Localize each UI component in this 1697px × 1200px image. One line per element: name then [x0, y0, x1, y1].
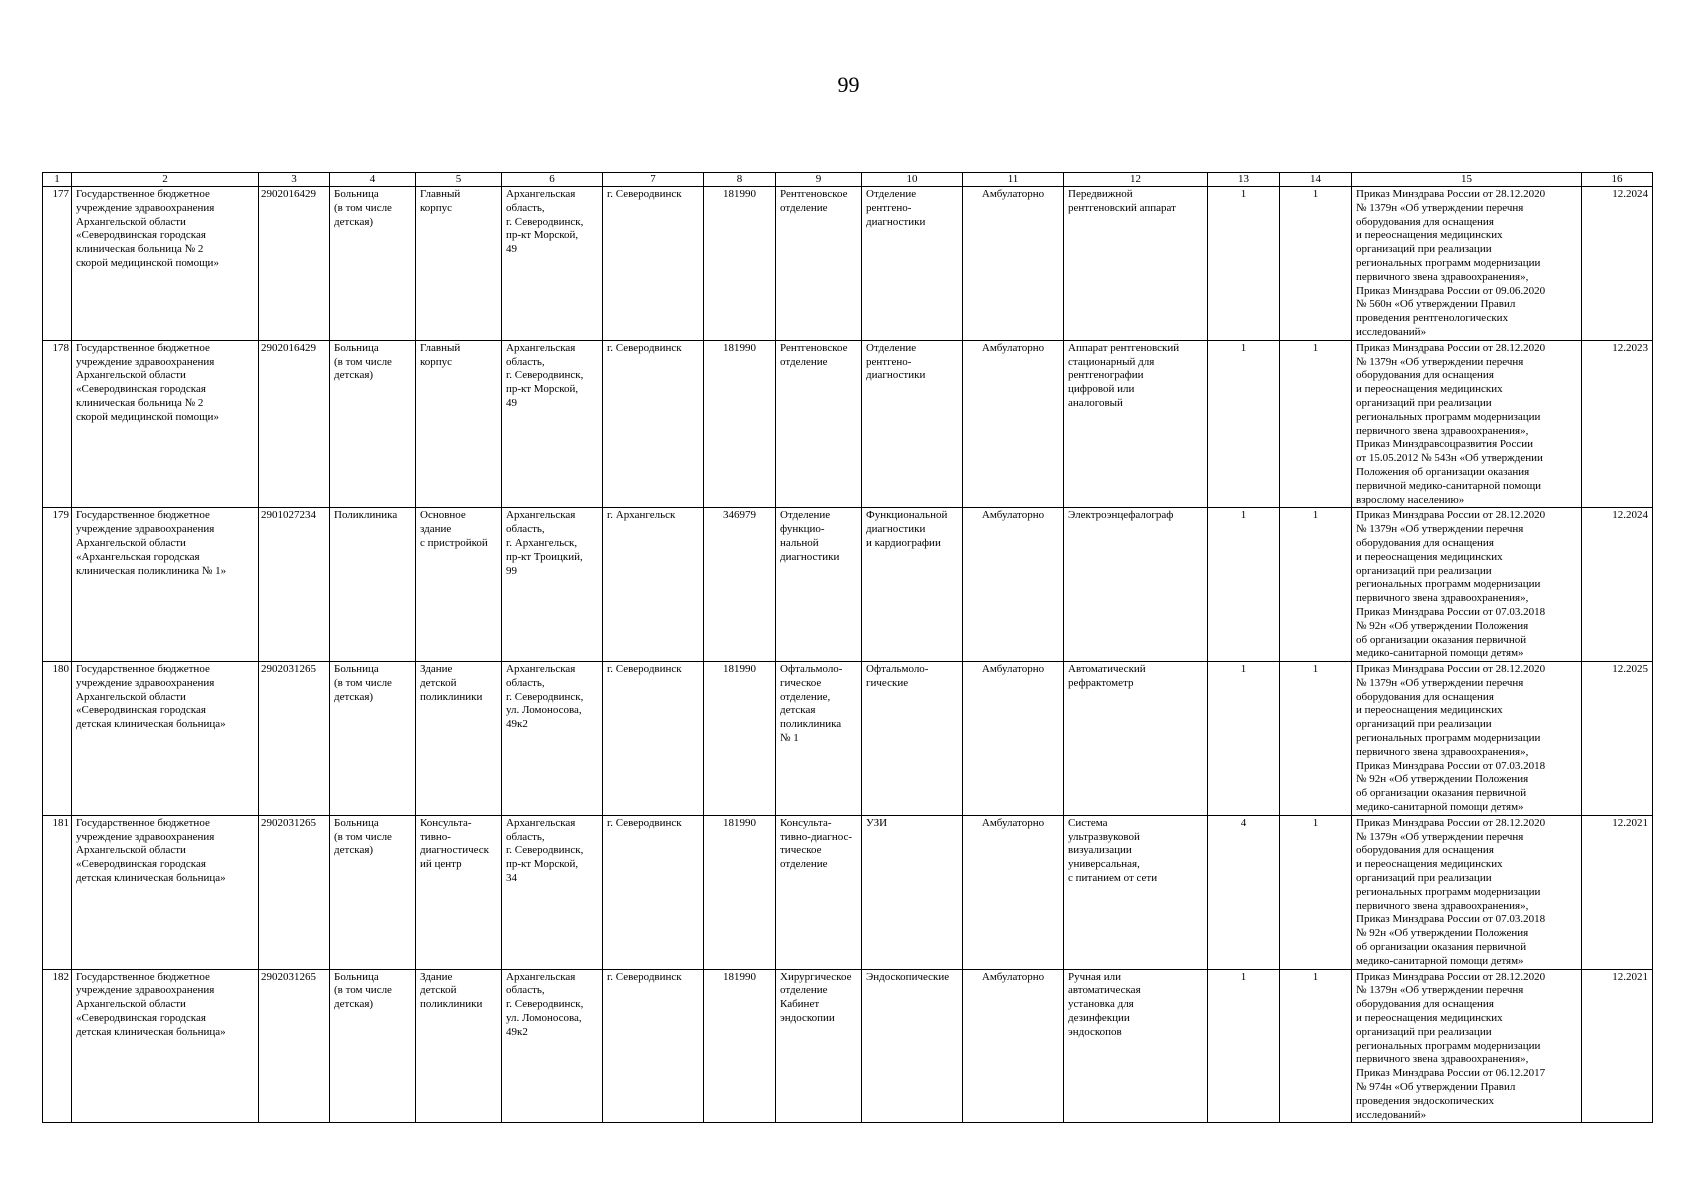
postal-index: 181990: [704, 187, 776, 341]
city: г. Северодвинск: [603, 815, 704, 969]
row-number: 180: [43, 662, 72, 816]
table-row: [43, 187, 1653, 341]
quantity: 1: [1280, 340, 1352, 508]
organization-name: Государственное бюджетное учреждение здравоохранения Архангельской области «Северодвинская городская клиническая больница № 2 скорой медицинской помощи»: [72, 340, 259, 508]
quantity: 1: [1280, 662, 1352, 816]
building: Здание детской поликлиники: [416, 969, 502, 1123]
facility-type: Поликлиника: [330, 508, 416, 662]
unit: Отделение рентгено- диагностики: [862, 187, 963, 341]
postal-index: 181990: [704, 815, 776, 969]
facility-type: Больница (в том числе детская): [330, 187, 416, 341]
inn: 2901027234: [259, 508, 330, 662]
column-header: 10: [862, 173, 963, 187]
care-mode: Амбулаторно: [963, 815, 1064, 969]
legal-basis: Приказ Минздрава России от 28.12.2020 № 1379н «Об утверждении перечня оборудования для оснащения и переоснащения медицинских организаций при реализации региональных программ модернизации первичного звена здравоохранения», Приказ Минздрава России от 06.12.2017 № 974н «Об утверждении Правил проведения эндоскопических исследований»: [1352, 969, 1582, 1123]
column-number-row: [43, 173, 1653, 187]
care-mode: Амбулаторно: [963, 662, 1064, 816]
page-number: 99: [837, 72, 860, 97]
quantity: 1: [1208, 340, 1280, 508]
quantity: 1: [1208, 187, 1280, 341]
inn: 2902031265: [259, 815, 330, 969]
postal-index: 181990: [704, 340, 776, 508]
legal-basis: Приказ Минздрава России от 28.12.2020 № 1379н «Об утверждении перечня оборудования для оснащения и переоснащения медицинских организаций при реализации региональных программ модернизации первичного звена здравоохранения», Приказ Минздравсоцразвития России от 15.05.2012 № 543н «Об утверждении Положения об организации оказания первичной медико-санитарной помощи взрослому населению»: [1352, 340, 1582, 508]
column-header: 1: [43, 173, 72, 187]
organization-name: Государственное бюджетное учреждение здравоохранения Архангельской области «Северодвинская городская детская клиническая больница»: [72, 815, 259, 969]
inn: 2902016429: [259, 340, 330, 508]
city: г. Северодвинск: [603, 969, 704, 1123]
unit: Отделение рентгено- диагностики: [862, 340, 963, 508]
column-header: 5: [416, 173, 502, 187]
address: Архангельская область, г. Северодвинск, ул. Ломоносова, 49к2: [502, 662, 603, 816]
care-mode: Амбулаторно: [963, 508, 1064, 662]
city: г. Северодвинск: [603, 187, 704, 341]
due-date: 12.2023: [1582, 340, 1653, 508]
city: г. Северодвинск: [603, 662, 704, 816]
quantity: 1: [1280, 815, 1352, 969]
column-header: 4: [330, 173, 416, 187]
equipment: Ручная или автоматическая установка для дезинфекции эндоскопов: [1064, 969, 1208, 1123]
legal-basis: Приказ Минздрава России от 28.12.2020 № 1379н «Об утверждении перечня оборудования для оснащения и переоснащения медицинских организаций при реализации региональных программ модернизации первичного звена здравоохранения», Приказ Минздрава России от 07.03.2018 № 92н «Об утверждении Положения об организации оказания первичной медико-санитарной помощи детям»: [1352, 662, 1582, 816]
quantity: 1: [1208, 508, 1280, 662]
inn: 2902031265: [259, 662, 330, 816]
column-header: 9: [776, 173, 862, 187]
due-date: 12.2025: [1582, 662, 1653, 816]
due-date: 12.2021: [1582, 969, 1653, 1123]
row-number: 177: [43, 187, 72, 341]
legal-basis: Приказ Минздрава России от 28.12.2020 № 1379н «Об утверждении перечня оборудования для оснащения и переоснащения медицинских организаций при реализации региональных программ модернизации первичного звена здравоохранения», Приказ Минздрава России от 07.03.2018 № 92н «Об утверждении Положения об организации оказания первичной медико-санитарной помощи детям»: [1352, 815, 1582, 969]
building: Консульта- тивно- диагностическ ий центр: [416, 815, 502, 969]
building: Главный корпус: [416, 340, 502, 508]
facility-type: Больница (в том числе детская): [330, 969, 416, 1123]
department: Консульта- тивно-диагнос- тическое отделение: [776, 815, 862, 969]
quantity: 1: [1280, 187, 1352, 341]
column-header: 13: [1208, 173, 1280, 187]
due-date: 12.2024: [1582, 187, 1653, 341]
column-header: 16: [1582, 173, 1653, 187]
row-number: 181: [43, 815, 72, 969]
column-header: 7: [603, 173, 704, 187]
quantity: 1: [1280, 508, 1352, 662]
building: Главный корпус: [416, 187, 502, 341]
inn: 2902016429: [259, 187, 330, 341]
quantity: 4: [1208, 815, 1280, 969]
due-date: 12.2021: [1582, 815, 1653, 969]
row-number: 179: [43, 508, 72, 662]
table-row: [43, 815, 1653, 969]
department: Офтальмоло- гическое отделение, детская поликлиника № 1: [776, 662, 862, 816]
facility-type: Больница (в том числе детская): [330, 815, 416, 969]
table-row: [43, 340, 1653, 508]
row-number: 178: [43, 340, 72, 508]
address: Архангельская область, г. Северодвинск, пр-кт Морской, 34: [502, 815, 603, 969]
equipment-table: [42, 172, 1653, 1123]
address: Архангельская область, г. Архангельск, пр-кт Троицкий, 99: [502, 508, 603, 662]
building: Здание детской поликлиники: [416, 662, 502, 816]
facility-type: Больница (в том числе детская): [330, 340, 416, 508]
postal-index: 346979: [704, 508, 776, 662]
equipment: Электроэнцефалограф: [1064, 508, 1208, 662]
quantity: 1: [1208, 662, 1280, 816]
department: Отделение функцио- нальной диагностики: [776, 508, 862, 662]
table-row: [43, 969, 1653, 1123]
quantity: 1: [1280, 969, 1352, 1123]
inn: 2902031265: [259, 969, 330, 1123]
table-row: [43, 662, 1653, 816]
building: Основное здание с пристройкой: [416, 508, 502, 662]
address: Архангельская область, г. Северодвинск, пр-кт Морской, 49: [502, 187, 603, 341]
department: Рентгеновское отделение: [776, 340, 862, 508]
legal-basis: Приказ Минздрава России от 28.12.2020 № 1379н «Об утверждении перечня оборудования для оснащения и переоснащения медицинских организаций при реализации региональных программ модернизации первичного звена здравоохранения», Приказ Минздрава России от 07.03.2018 № 92н «Об утверждении Положения об организации оказания первичной медико-санитарной помощи детям»: [1352, 508, 1582, 662]
column-header: 15: [1352, 173, 1582, 187]
quantity: 1: [1208, 969, 1280, 1123]
organization-name: Государственное бюджетное учреждение здравоохранения Архангельской области «Северодвинская городская детская клиническая больница»: [72, 662, 259, 816]
column-header: 3: [259, 173, 330, 187]
address: Архангельская область, г. Северодвинск, пр-кт Морской, 49: [502, 340, 603, 508]
legal-basis: Приказ Минздрава России от 28.12.2020 № 1379н «Об утверждении перечня оборудования для оснащения и переоснащения медицинских организаций при реализации региональных программ модернизации первичного звена здравоохранения», Приказ Минздрава России от 09.06.2020 № 560н «Об утверждении Правил проведения рентгенологических исследований»: [1352, 187, 1582, 341]
care-mode: Амбулаторно: [963, 340, 1064, 508]
column-header: 14: [1280, 173, 1352, 187]
table-row: [43, 508, 1653, 662]
care-mode: Амбулаторно: [963, 969, 1064, 1123]
equipment: Автоматический рефрактометр: [1064, 662, 1208, 816]
facility-type: Больница (в том числе детская): [330, 662, 416, 816]
postal-index: 181990: [704, 662, 776, 816]
unit: Эндоскопические: [862, 969, 963, 1123]
unit: Функциональной диагностики и кардиографии: [862, 508, 963, 662]
organization-name: Государственное бюджетное учреждение здравоохранения Архангельской области «Северодвинская городская детская клиническая больница»: [72, 969, 259, 1123]
column-header: 12: [1064, 173, 1208, 187]
department: Хирургическое отделение Кабинет эндоскопии: [776, 969, 862, 1123]
row-number: 182: [43, 969, 72, 1123]
city: г. Северодвинск: [603, 340, 704, 508]
equipment: Аппарат рентгеновский стационарный для рентгенографии цифровой или аналоговый: [1064, 340, 1208, 508]
city: г. Архангельск: [603, 508, 704, 662]
organization-name: Государственное бюджетное учреждение здравоохранения Архангельской области «Северодвинская городская клиническая больница № 2 скорой медицинской помощи»: [72, 187, 259, 341]
department: Рентгеновское отделение: [776, 187, 862, 341]
column-header: 8: [704, 173, 776, 187]
care-mode: Амбулаторно: [963, 187, 1064, 341]
organization-name: Государственное бюджетное учреждение здравоохранения Архангельской области «Архангельская городская клиническая поликлиника № 1»: [72, 508, 259, 662]
column-header: 2: [72, 173, 259, 187]
postal-index: 181990: [704, 969, 776, 1123]
due-date: 12.2024: [1582, 508, 1653, 662]
unit: Офтальмоло- гические: [862, 662, 963, 816]
unit: УЗИ: [862, 815, 963, 969]
equipment: Передвижной рентгеновский аппарат: [1064, 187, 1208, 341]
column-header: 6: [502, 173, 603, 187]
address: Архангельская область, г. Северодвинск, ул. Ломоносова, 49к2: [502, 969, 603, 1123]
column-header: 11: [963, 173, 1064, 187]
equipment: Система ультразвуковой визуализации универсальная, с питанием от сети: [1064, 815, 1208, 969]
